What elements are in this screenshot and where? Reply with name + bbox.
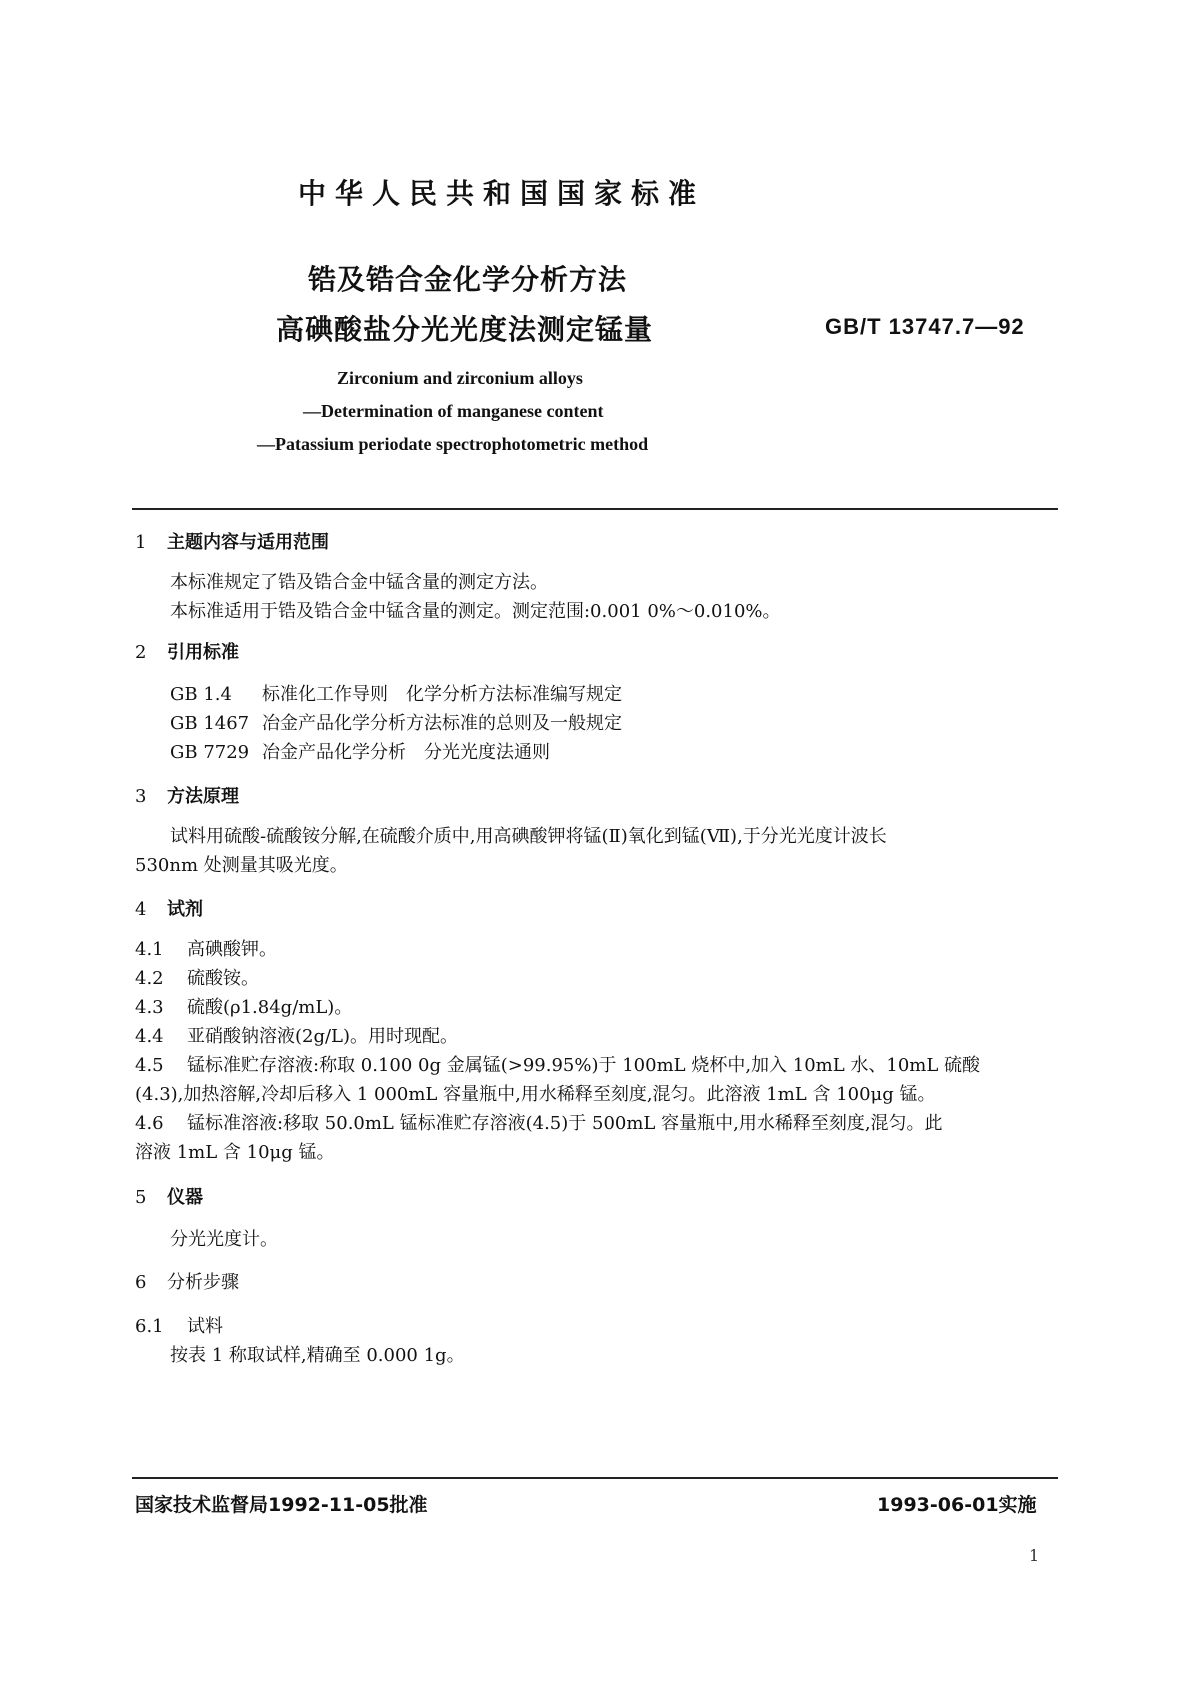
section-1-paragraph-2: 本标准适用于锆及锆合金中锰含量的测定。测定范围:0.001 0%～0.010%。 <box>170 601 781 622</box>
reference-title: 冶金产品化学分析方法标准的总则及一般规定 <box>262 713 622 734</box>
section-6-number: 6 <box>135 1272 147 1293</box>
reference-item <box>170 709 622 735</box>
reagent-item-4-5-continued: (4.3),加热溶解,冷却后移入 1 000mL 容量瓶中,用水稀释至刻度,混匀。此溶液 1mL 含 100μg 锰。 <box>135 1084 936 1105</box>
standard-org-title: 中华人民共和国国家标准 <box>298 177 706 210</box>
subsection-6-1-number: 6.1 <box>135 1316 164 1337</box>
section-3-line-1: 试料用硫酸-硫酸铵分解,在硫酸介质中,用高碘酸钾将锰(Ⅱ)氧化到锰(Ⅶ),于分光光度计波长 <box>170 826 887 847</box>
reagent-item <box>135 1022 458 1048</box>
reagent-text: 亚硝酸钠溶液(2g/L)。用时现配。 <box>187 1026 459 1047</box>
section-4-heading <box>135 895 203 921</box>
reference-item <box>170 680 622 706</box>
reagent-text: 锰标准贮存溶液:称取 0.100 0g 金属锰(>99.95%)于 100mL 烧杯中,加入 10mL 水、10mL 硫酸 <box>187 1055 981 1076</box>
reagent-item-4-6 <box>135 1109 943 1135</box>
section-3-number: 3 <box>135 786 147 807</box>
reference-title: 冶金产品化学分析 分光光度法通则 <box>262 742 550 763</box>
reagent-number: 4.4 <box>135 1026 164 1047</box>
section-5-title: 仪器 <box>167 1187 203 1208</box>
reagent-item <box>135 964 259 990</box>
reagent-number: 4.2 <box>135 968 164 989</box>
section-5-number: 5 <box>135 1187 147 1208</box>
section-3-heading <box>135 782 239 808</box>
subsection-6-1-heading <box>135 1312 223 1338</box>
section-1-title: 主题内容与适用范围 <box>167 532 329 553</box>
reagent-item <box>135 935 277 961</box>
subsection-6-1-title: 试料 <box>187 1316 223 1337</box>
reagent-text: 硫酸(ρ1.84g/mL)。 <box>187 997 353 1018</box>
reagent-item-4-5 <box>135 1051 980 1077</box>
section-3-title: 方法原理 <box>167 786 239 807</box>
reagent-text: 高碘酸钾。 <box>187 939 277 960</box>
reference-code: GB 1.4 <box>170 684 232 705</box>
reference-code: GB 7729 <box>170 742 250 763</box>
approval-statement: 国家技术监督局1992-11-05批准 <box>135 1494 428 1516</box>
section-6-title: 分析步骤 <box>167 1272 239 1293</box>
section-1-paragraph-1: 本标准规定了锆及锆合金中锰含量的测定方法。 <box>170 572 548 593</box>
reference-title: 标准化工作导则 化学分析方法标准编写规定 <box>262 684 622 705</box>
reagent-number: 4.3 <box>135 997 164 1018</box>
standard-code: GB/T 13747.7—92 <box>825 314 1025 339</box>
section-6-heading <box>135 1268 239 1294</box>
section-4-number: 4 <box>135 899 147 920</box>
english-title-line2: —Determination of manganese content <box>303 401 604 421</box>
section-2-heading <box>135 638 239 664</box>
reference-item <box>170 738 550 764</box>
section-2-title: 引用标准 <box>167 642 239 663</box>
reagent-number: 4.5 <box>135 1055 164 1076</box>
reference-code: GB 1467 <box>170 713 250 734</box>
section-1-number: 1 <box>135 532 147 553</box>
reagent-item-4-6-continued: 溶液 1mL 含 10μg 锰。 <box>135 1142 335 1163</box>
section-5-paragraph: 分光光度计。 <box>170 1229 278 1250</box>
subsection-6-1-paragraph: 按表 1 称取试样,精确至 0.000 1g。 <box>170 1345 465 1366</box>
footer-divider <box>132 1477 1058 1479</box>
page-number: 1 <box>1029 1546 1040 1565</box>
reagent-text: 锰标准溶液:移取 50.0mL 锰标准贮存溶液(4.5)于 500mL 容量瓶中,用水稀释至刻度,混匀。此 <box>187 1113 943 1134</box>
english-title-line1: Zirconium and zirconium alloys <box>337 368 583 388</box>
reagent-number: 4.6 <box>135 1113 164 1134</box>
header-divider <box>132 508 1058 510</box>
implementation-date: 1993-06-01实施 <box>877 1494 1037 1516</box>
english-title-line3: —Patassium periodate spectrophotometric method <box>257 434 649 454</box>
document-title-line2: 高碘酸盐分光光度法测定锰量 <box>276 313 654 346</box>
reagent-item <box>135 993 352 1019</box>
section-1-heading <box>135 528 329 554</box>
document-title-line1: 锆及锆合金化学分析方法 <box>308 263 628 296</box>
reagent-number: 4.1 <box>135 939 164 960</box>
section-4-title: 试剂 <box>167 899 203 920</box>
section-3-line-2: 530nm 处测量其吸光度。 <box>135 855 348 876</box>
section-5-heading <box>135 1183 203 1209</box>
section-2-number: 2 <box>135 642 147 663</box>
reagent-text: 硫酸铵。 <box>187 968 259 989</box>
